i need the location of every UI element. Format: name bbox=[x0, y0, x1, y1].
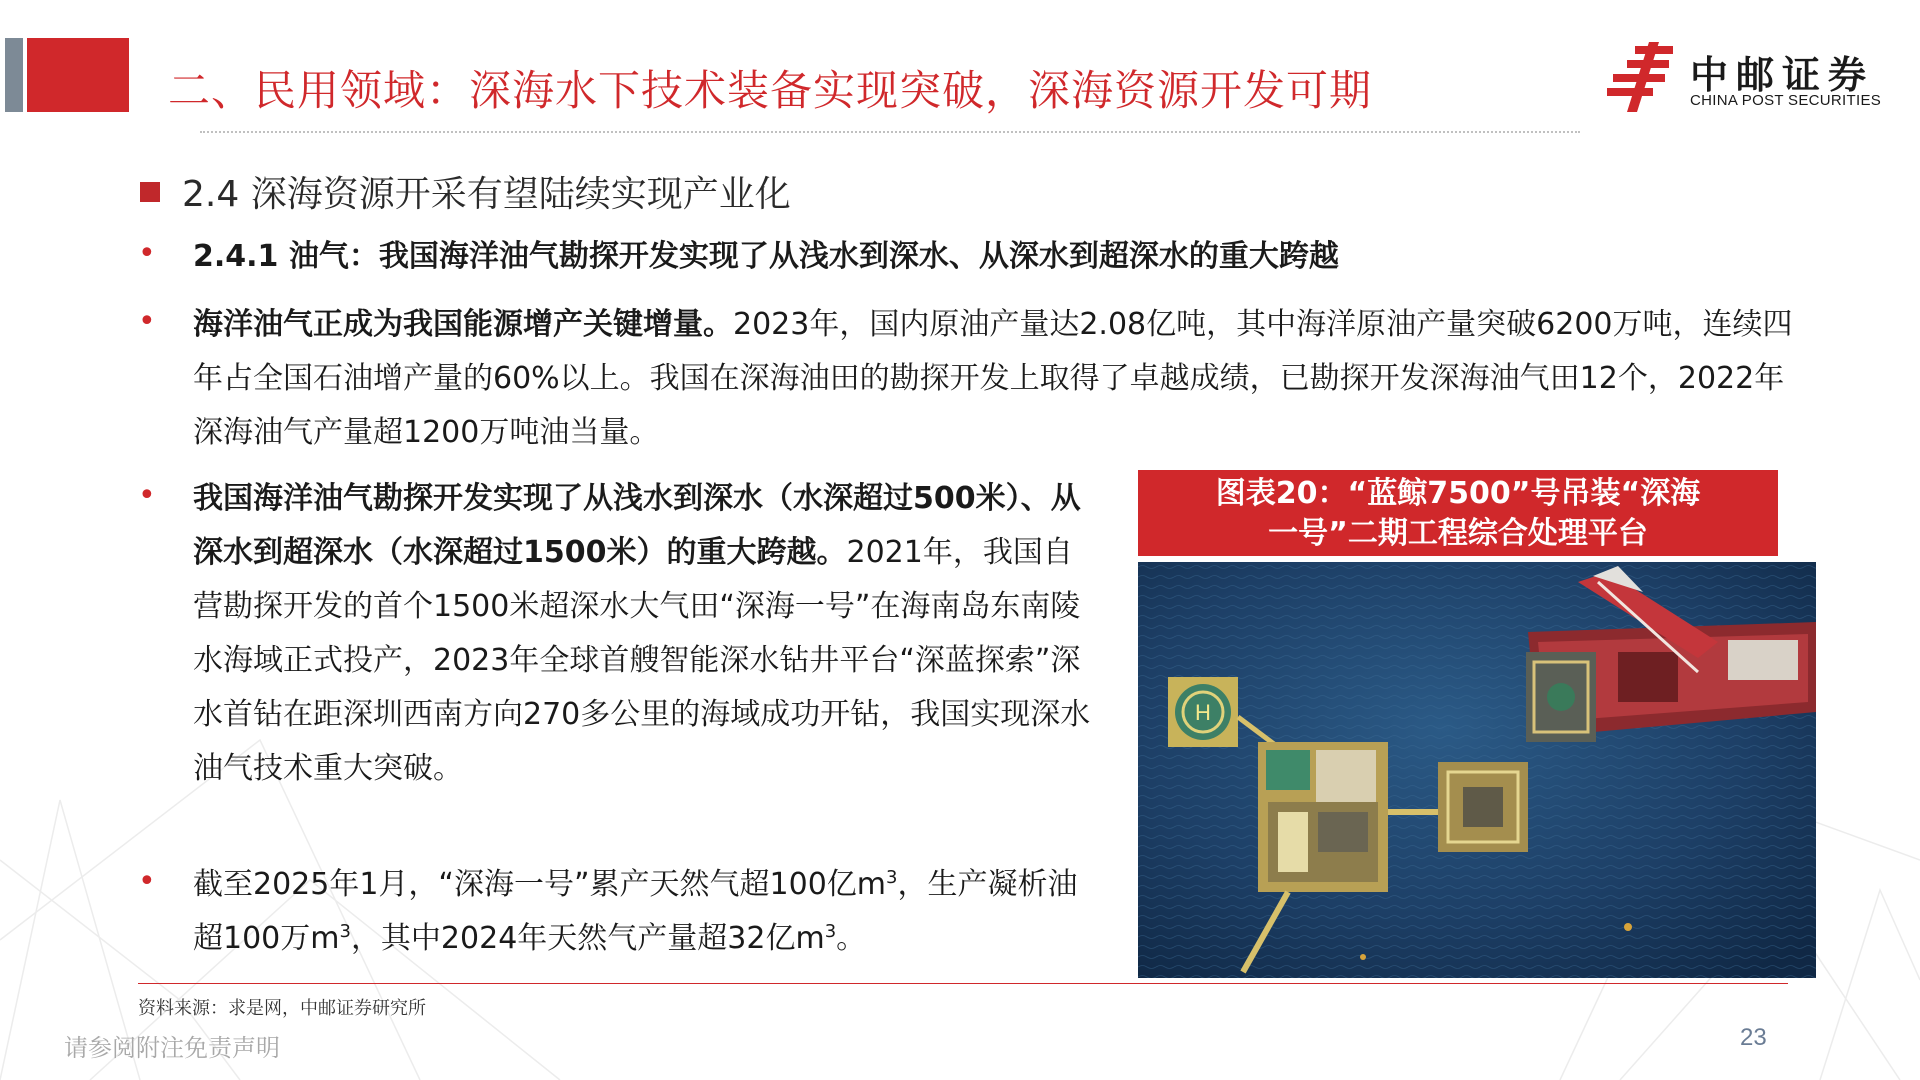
paragraph-lead: 海洋油气正成为我国能源增产关键增量。 bbox=[193, 307, 733, 342]
bullet-dot: • bbox=[138, 236, 156, 271]
page-title: 二、民用领域：深海水下技术装备实现突破，深海资源开发可期 bbox=[168, 66, 1373, 115]
company-logo bbox=[1605, 42, 1895, 112]
bullet-dot: • bbox=[138, 304, 156, 339]
helideck-platform bbox=[1168, 677, 1238, 747]
figure-caption-line2: 一号”二期工程综合处理平台 bbox=[1268, 516, 1648, 551]
paragraph-lead: 我国海洋油气勘探开发实现了从浅水到深水（水深超过500米）、从深水到超深水（水深超过1500米）的重大跨越。 bbox=[193, 481, 1081, 570]
disclaimer-note: 请参阅附注免责声明 bbox=[64, 1034, 280, 1062]
paragraph-gas-output: 截至2025年1月，“深海一号”累产天然气超100亿$m^3$，生产凝析油超100万$m^3$，其中2024年天然气产量超32亿$m^3$。 bbox=[193, 867, 1078, 956]
section-square-icon bbox=[140, 182, 160, 202]
bullet-subheading: 2.4.1 油气：我国海洋油气勘探开发实现了从浅水到深水、从深水到超深水的重大跨越 bbox=[193, 239, 1339, 274]
figure-caption-line1: 图表20：“蓝鲸7500”号吊装“深海 bbox=[1215, 476, 1701, 511]
page-number: 23 bbox=[1740, 1024, 1767, 1051]
paragraph-oil-output bbox=[193, 298, 1793, 460]
footer-divider bbox=[138, 983, 1788, 984]
offshore-platform-aerial-photo bbox=[1138, 562, 1816, 978]
bullet-dot: • bbox=[138, 478, 156, 513]
svg-text:H: H bbox=[1195, 700, 1211, 725]
bullet-dot: • bbox=[138, 864, 156, 899]
figure-caption bbox=[1138, 470, 1778, 556]
section-heading-text: 2.4 深海资源开采有望陆续实现产业化 bbox=[182, 174, 791, 215]
title-divider bbox=[200, 131, 1580, 133]
paragraph-deep-water bbox=[193, 472, 1093, 796]
title-accent-grey-bar bbox=[5, 38, 23, 112]
paragraph-body: 2021年，我国自营勘探开发的首个1500米超深水大气田“深海一号”在海南岛东南陵水海域正式投产，2023年全球首艘智能深水钻井平台“深蓝探索”深水首钻在距深圳西南方向270多公里的海域成功开钻，我国实现深水油气技术重大突破。 bbox=[193, 535, 1091, 786]
logo-english-name: CHINA POST SECURITIES bbox=[1690, 92, 1882, 109]
section-heading bbox=[140, 166, 791, 217]
china-post-logo-icon bbox=[1605, 42, 1677, 112]
paragraph-body: 2023年，国内原油产量达2.08亿吨，其中海洋原油产量突破6200万吨，连续四年占全国石油增产量的60%以上。我国在深海油田的勘探开发上取得了卓越成绩，已勘探开发深海油气田12个，2022年深海油气产量超1200万吨油当量。 bbox=[193, 307, 1793, 450]
title-accent-red-bar bbox=[27, 38, 129, 112]
wellhead-platform bbox=[1438, 762, 1528, 852]
logo-chinese-name: 中邮证券 bbox=[1690, 53, 1875, 97]
source-note: 资料来源：求是网，中邮证券研究所 bbox=[138, 998, 426, 1019]
processing-platform bbox=[1258, 742, 1388, 892]
